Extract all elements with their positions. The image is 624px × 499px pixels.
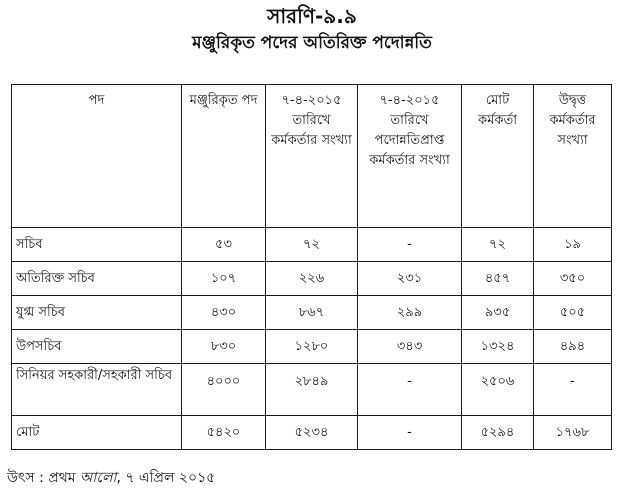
cell-total: ১৩২৪ bbox=[462, 330, 534, 364]
header-sanctioned-posts: মঞ্জুরিকৃত পদ bbox=[182, 85, 266, 228]
cell-post: উপসচিব bbox=[12, 330, 182, 364]
cell-promoted: - bbox=[358, 416, 462, 450]
cell-promoted: - bbox=[358, 228, 462, 262]
source-note bbox=[7, 468, 215, 488]
cell-officers: ৫২৩৪ bbox=[266, 416, 358, 450]
table-row bbox=[12, 330, 612, 364]
table-row bbox=[12, 262, 612, 296]
cell-officers: ৮৬৭ bbox=[266, 296, 358, 330]
table-row bbox=[12, 364, 612, 416]
header-total-officers: মোট কর্মকর্তা bbox=[462, 85, 534, 228]
cell-total: ৭২ bbox=[462, 228, 534, 262]
cell-post: অতিরিক্ত সচিব bbox=[12, 262, 182, 296]
source-publication: আলো bbox=[80, 470, 117, 486]
cell-sanctioned: ৮৩০ bbox=[182, 330, 266, 364]
cell-total: ২৫০৬ bbox=[462, 364, 534, 416]
header-post: পদ bbox=[12, 85, 182, 228]
cell-post: সিনিয়র সহকারী/সহকারী সচিব bbox=[12, 364, 182, 416]
cell-surplus: ৫০৫ bbox=[534, 296, 612, 330]
cell-surplus: - bbox=[534, 364, 612, 416]
cell-sanctioned: ১০৭ bbox=[182, 262, 266, 296]
source-date: , ৭ এপ্রিল ২০১৫ bbox=[116, 470, 216, 486]
cell-surplus: ১৯ bbox=[534, 228, 612, 262]
cell-post: সচিব bbox=[12, 228, 182, 262]
table-caption-number: সারণি-৯.৯ bbox=[267, 4, 357, 28]
table-header-row bbox=[12, 85, 612, 228]
source-prefix: উৎস : প্রথম bbox=[7, 470, 80, 486]
header-officers-on-date: ৭-৪-২০১৫ তারিখে কর্মকর্তার সংখ্যা bbox=[266, 85, 358, 228]
header-surplus-officers: উদ্বৃত্ত কর্মকর্তার সংখ্যা bbox=[534, 85, 612, 228]
cell-officers: ৭২ bbox=[266, 228, 358, 262]
cell-promoted: ৩৪৩ bbox=[358, 330, 462, 364]
header-promoted-officers: ৭-৪-২০১৫ তারিখে পদোন্নতিপ্রাপ্ত কর্মকর্তার সংখ্যা bbox=[358, 85, 462, 228]
table-total-row bbox=[12, 416, 612, 450]
promotion-table bbox=[11, 84, 612, 450]
cell-promoted: - bbox=[358, 364, 462, 416]
cell-total: ৪৫৭ bbox=[462, 262, 534, 296]
cell-officers: ১২৮০ bbox=[266, 330, 358, 364]
table-row bbox=[12, 228, 612, 262]
cell-sanctioned: ৫৪২০ bbox=[182, 416, 266, 450]
cell-post: মোট bbox=[12, 416, 182, 450]
cell-sanctioned: ৫৩ bbox=[182, 228, 266, 262]
cell-promoted: ২৩১ bbox=[358, 262, 462, 296]
cell-officers: ২২৬ bbox=[266, 262, 358, 296]
cell-surplus: ১৭৬৮ bbox=[534, 416, 612, 450]
cell-sanctioned: ৪০০০ bbox=[182, 364, 266, 416]
cell-surplus: ৩৫০ bbox=[534, 262, 612, 296]
cell-total: ৫২৯৪ bbox=[462, 416, 534, 450]
cell-officers: ২৮৪৯ bbox=[266, 364, 358, 416]
table-caption-title: মঞ্জুরিকৃত পদের অতিরিক্ত পদোন্নতি bbox=[192, 33, 432, 53]
cell-post: যুগ্ম সচিব bbox=[12, 296, 182, 330]
cell-promoted: ২৯৯ bbox=[358, 296, 462, 330]
cell-sanctioned: ৪৩০ bbox=[182, 296, 266, 330]
table-row bbox=[12, 296, 612, 330]
cell-surplus: ৪৯৪ bbox=[534, 330, 612, 364]
cell-total: ৯৩৫ bbox=[462, 296, 534, 330]
